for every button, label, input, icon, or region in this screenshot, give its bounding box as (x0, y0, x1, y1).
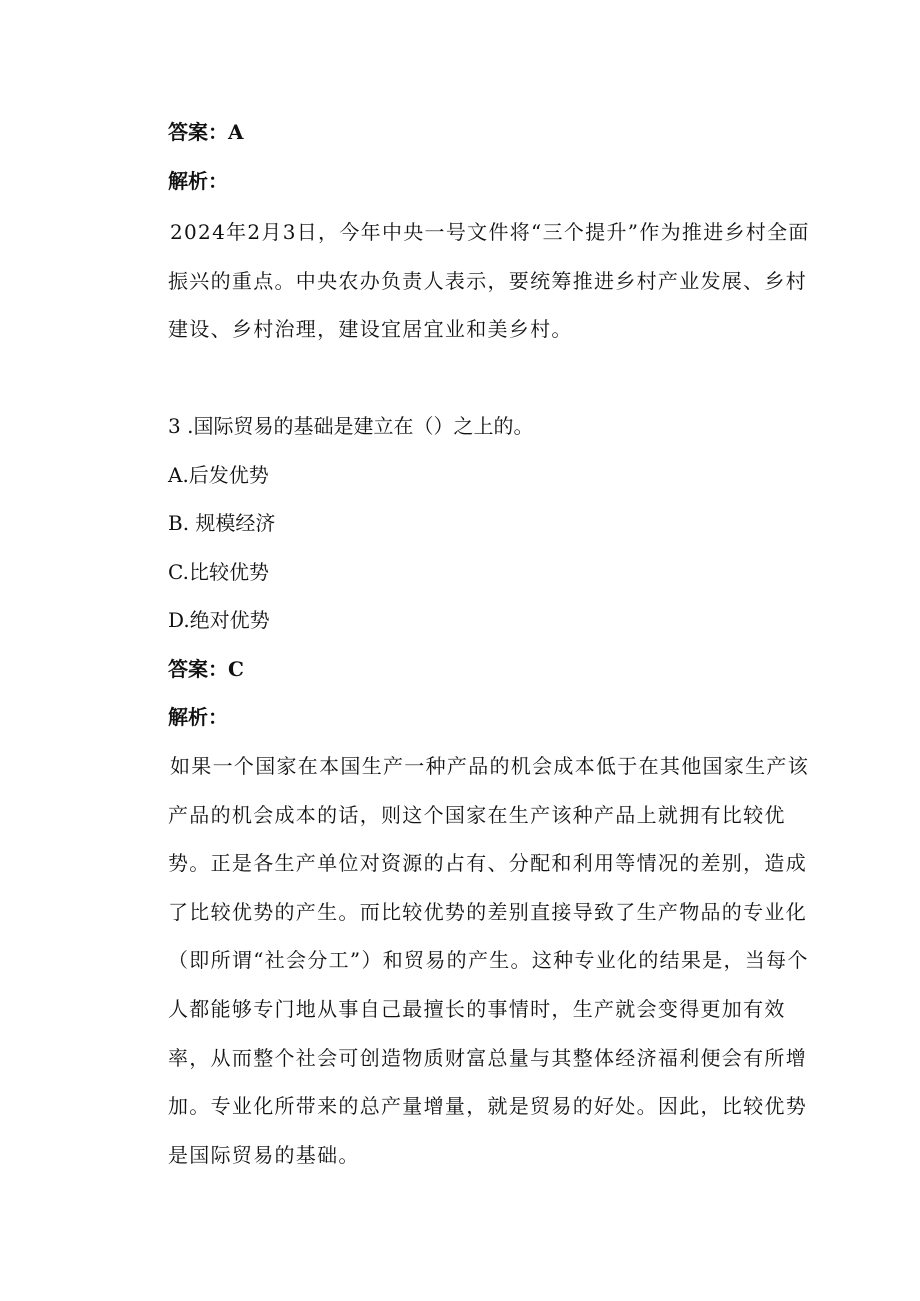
q2-answer: 答案：A (168, 120, 244, 144)
q3-question: 3 .国际贸易的基础是建立在（）之上的。 (168, 414, 534, 438)
q2-analysis-text: 2024年2月3日，今年中央一号文件将“三个提升”作为推进乡村全面振兴的重点。中央农办负责人表示，要统筹推进乡村产业发展、乡村建设、乡村治理，建设宜居宜业和美乡村。 (168, 220, 810, 342)
q2-analysis-label: 解析： (168, 169, 228, 193)
q3-analysis-text: 如果一个国家在本国生产一种产品的机会成本低于在其他国家生产该产品的机会成本的话，则这个国家在生产该种产品上就拥有比较优势。正是各生产单位对资源的占有、分配和利用等情况的差别，造成了比较优势的产生。而比较优势的差别直接导致了生产物品的专业化（即所谓“社会分工”）和贸易的产生。这种专业化的结果是，当每个人都能够专门地从事自己最擅长的事情时，生产就会变得更加有效率，从而整个社会可创造物质财富总量与其整体经济福利便会有所增加。专业化所带来的总产量增量，就是贸易的好处。因此，比较优势是国际贸易的基础。 (168, 754, 809, 1167)
q3-option-b: B. 规模经济 (168, 511, 276, 535)
q3-analysis-label: 解析： (168, 705, 228, 729)
q3-answer: 答案：C (168, 657, 244, 681)
q3-option-a: A.后发优势 (168, 463, 269, 487)
q3-option-c: C.比较优势 (168, 560, 269, 584)
q3-option-d: D.绝对优势 (168, 608, 270, 632)
